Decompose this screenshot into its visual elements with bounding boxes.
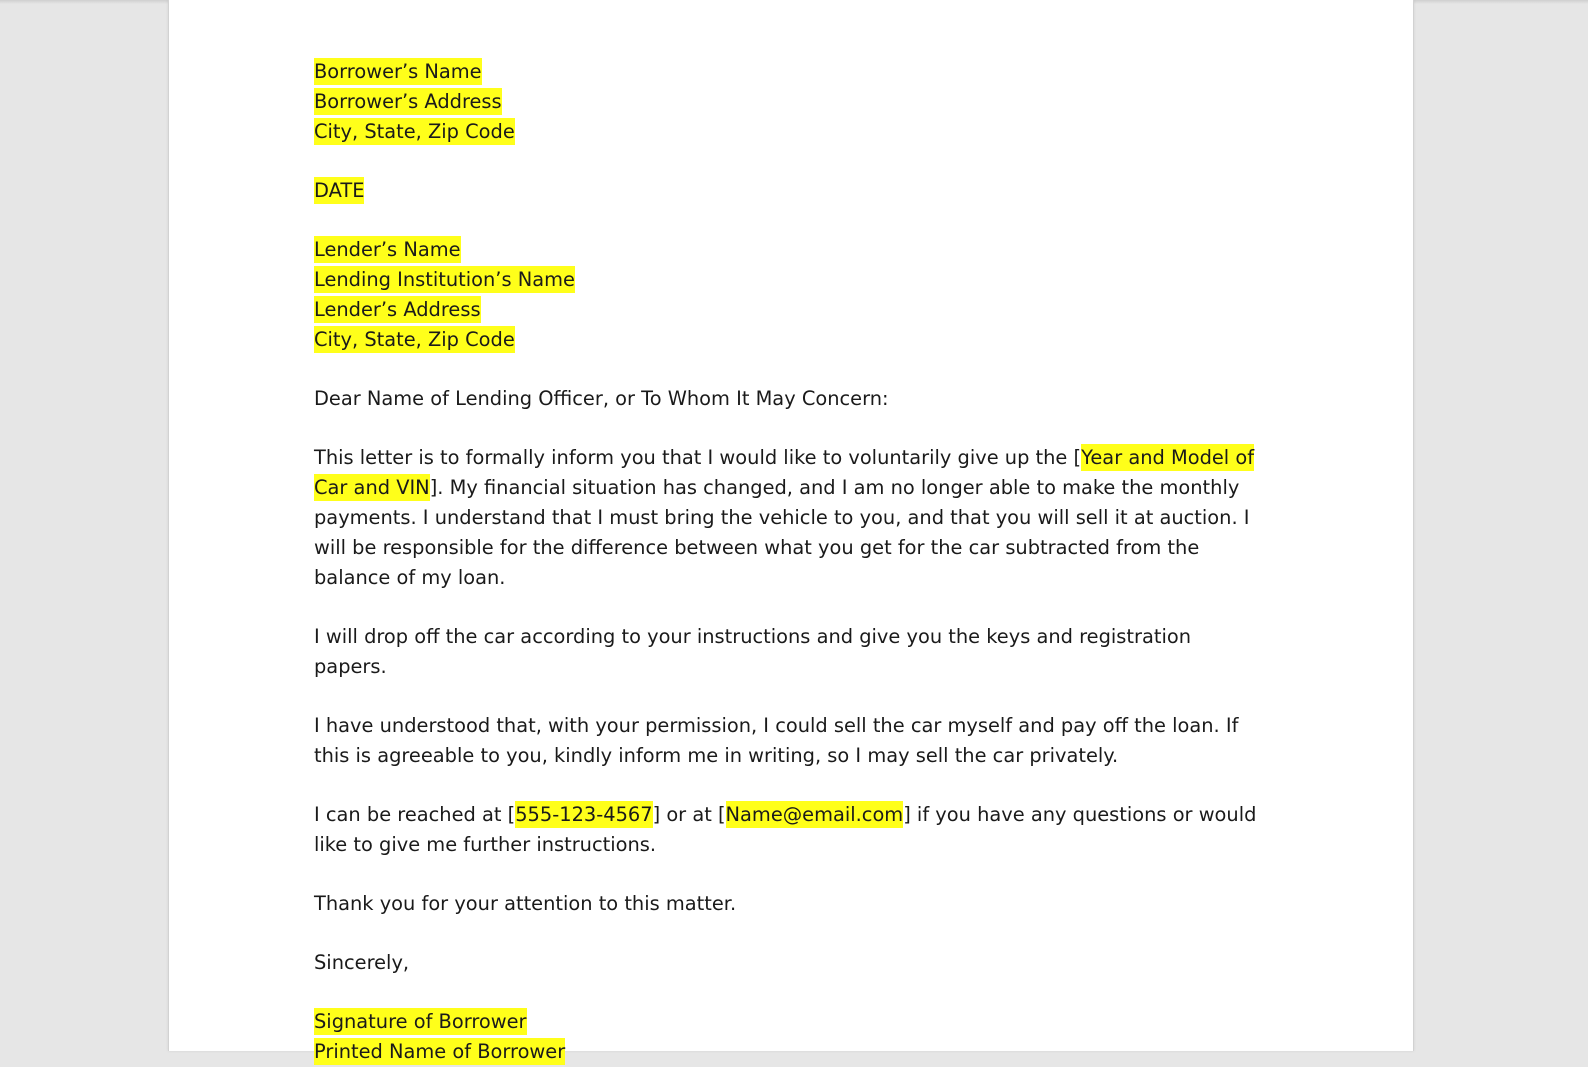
borrower-block (314, 57, 1264, 147)
paragraph-drop-off: I will drop off the car according to your instructions and give you the keys and registration papers. (314, 625, 1191, 678)
paragraph4-intro: I can be reached at [ (314, 803, 516, 826)
lender-block (314, 235, 1264, 355)
paragraph4-rest: ] if you have any questions or would like to give me further instructions. (314, 803, 1257, 856)
paragraph1-intro: This letter is to formally inform you that I would like to voluntarily give up the [ (314, 446, 1082, 469)
borrower-city-placeholder: City, State, Zip Code (314, 120, 515, 143)
paragraph-sell-privately: I have understood that, with your permission, I could sell the car myself and pay off the loan. If this is agreeable to you, kindly inform me in writing, so I may sell the car privately. (314, 714, 1239, 767)
date-placeholder: DATE (314, 179, 365, 202)
car-model-vin-placeholder: Year and Model of Car and VIN (314, 446, 1255, 499)
signature-placeholder: Signature of Borrower (314, 1010, 527, 1033)
paragraph4-middle: ] or at [ (652, 803, 726, 826)
lender-address-placeholder: Lender’s Address (314, 298, 481, 321)
salutation: Dear Name of Lending Officer, or To Whom It May Concern: (314, 387, 889, 410)
lender-name-placeholder: Lender’s Name (314, 238, 461, 261)
printed-name-placeholder: Printed Name of Borrower (314, 1040, 566, 1063)
thanks-line: Thank you for your attention to this matter. (314, 892, 737, 915)
borrower-address-placeholder: Borrower’s Address (314, 90, 502, 113)
paragraph-contact (314, 800, 1264, 860)
paragraph1-rest: ]. My financial situation has changed, and I am no longer able to make the monthly payments. I understand that I must bring the vehicle to you, and that you will sell it at auction. I will be responsible for the difference between what you get for the car subtracted from the balance of my loan. (314, 476, 1250, 589)
signature-block (314, 1007, 1264, 1067)
email-placeholder: Name@email.com (725, 803, 904, 826)
letter-body (314, 57, 1264, 1067)
lender-city-placeholder: City, State, Zip Code (314, 328, 515, 351)
closing-line: Sincerely, (314, 951, 410, 974)
date-block (314, 176, 1264, 206)
paragraph-surrender-notice (314, 443, 1264, 593)
lending-institution-placeholder: Lending Institution’s Name (314, 268, 575, 291)
phone-placeholder: 555-123-4567 (515, 803, 653, 826)
borrower-name-placeholder: Borrower’s Name (314, 60, 482, 83)
document-page[interactable] (168, 0, 1414, 1063)
